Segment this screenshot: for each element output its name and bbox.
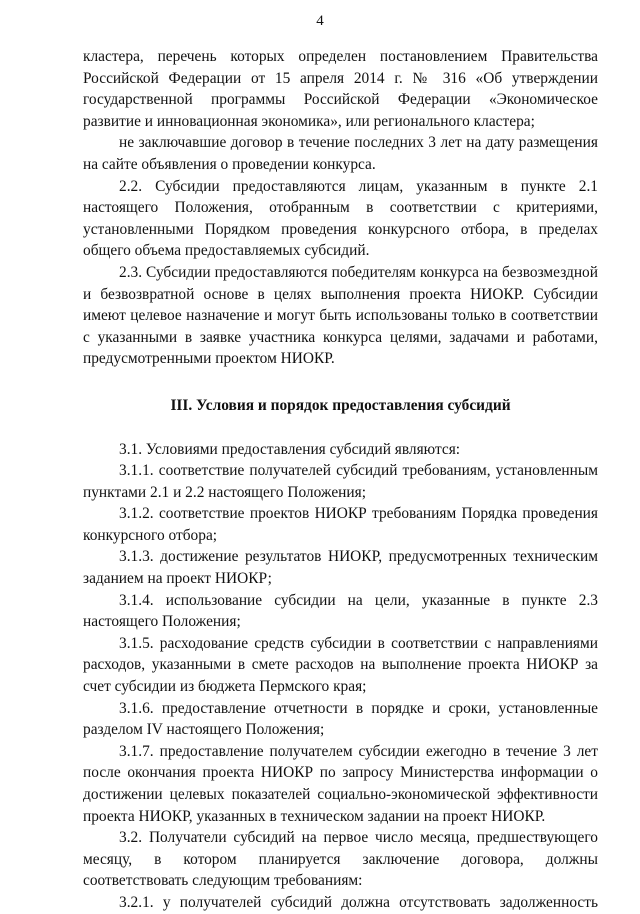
paragraph: 3.1.2. соответствие проектов НИОКР требованиям Порядка проведения конкурсного отбора;: [83, 505, 598, 544]
page-number: 4: [316, 13, 324, 29]
paragraph: 2.3. Субсидии предоставляются победителям конкурса на безвозмездной и безвозвратной основе в целях выполнения проекта НИОКР. Субсидии имеют целевое назначение и могут быть использованы только в соответствии с указанными в заявке участника конкурса целями, задачами и работами, предусмотренными проектом НИОКР.: [83, 263, 598, 368]
document-body: [83, 46, 598, 914]
section-heading: III. Условия и порядок предоставления субсидий: [170, 396, 511, 414]
paragraphs-after: [83, 439, 598, 914]
paragraph: 3.1. Условиями предоставления субсидий являются:: [119, 440, 461, 458]
paragraph: 2.2. Субсидии предоставляются лицам, указанным в пункте 2.1 настоящего Положения, отобранным в соответствии с критериями, установленными Порядком проведения конкурсного отбора, в пределах общего объема предоставляемых субсидий.: [83, 177, 598, 260]
paragraph: 3.2.1. у получателей субсидий должна отсутствовать задолженность: [119, 893, 598, 911]
paragraph: 3.1.1. соответствие получателей субсидий требованиям, установленным пунктами 2.1 и 2.2 настоящего Положения;: [83, 462, 598, 501]
paragraph: 3.2. Получатели субсидий на первое число месяца, предшествующего месяцу, в котором планируется заключение договора, должны соответствовать следующим требованиям:: [83, 829, 598, 890]
paragraph: 3.1.6. предоставление отчетности в порядке и сроки, установленные разделом IV настоящего Положения;: [83, 699, 598, 739]
paragraph: 3.1.5. расходование средств субсидии в соответствии с направлениями расходов, указанными в смете расходов на выполнение проекта НИОКР за счет субсидии из бюджета Пермского края;: [83, 634, 598, 696]
paragraph: 3.1.3. достижение результатов НИОКР, предусмотренных техническим заданием на проект НИОКР;: [83, 548, 598, 588]
paragraph: 3.1.4. использование субсидии на цели, указанные в пункте 2.3 настоящего Положения;: [83, 591, 598, 631]
paragraph: не заключавшие договор в течение последних 3 лет на дату размещения на сайте объявления о проведении конкурса.: [83, 134, 598, 173]
paragraph: кластера, перечень которых определен постановлением Правительства Российской Федерации от 15 апреля 2014 г. № 316 «Об утверждении государственной программы Российской Федерации «Экономическое развитие и инновационная экономика», или регионального кластера;: [83, 48, 598, 130]
paragraphs-before: [83, 46, 598, 370]
paragraph: 3.1.7. предоставление получателем субсидии ежегодно в течение 3 лет после окончания проекта НИОКР по запросу Министерства информации о достижении целевых показателей социально-экономической эффективности проекта НИОКР, указанных в техническом задании на проект НИОКР.: [83, 742, 598, 825]
